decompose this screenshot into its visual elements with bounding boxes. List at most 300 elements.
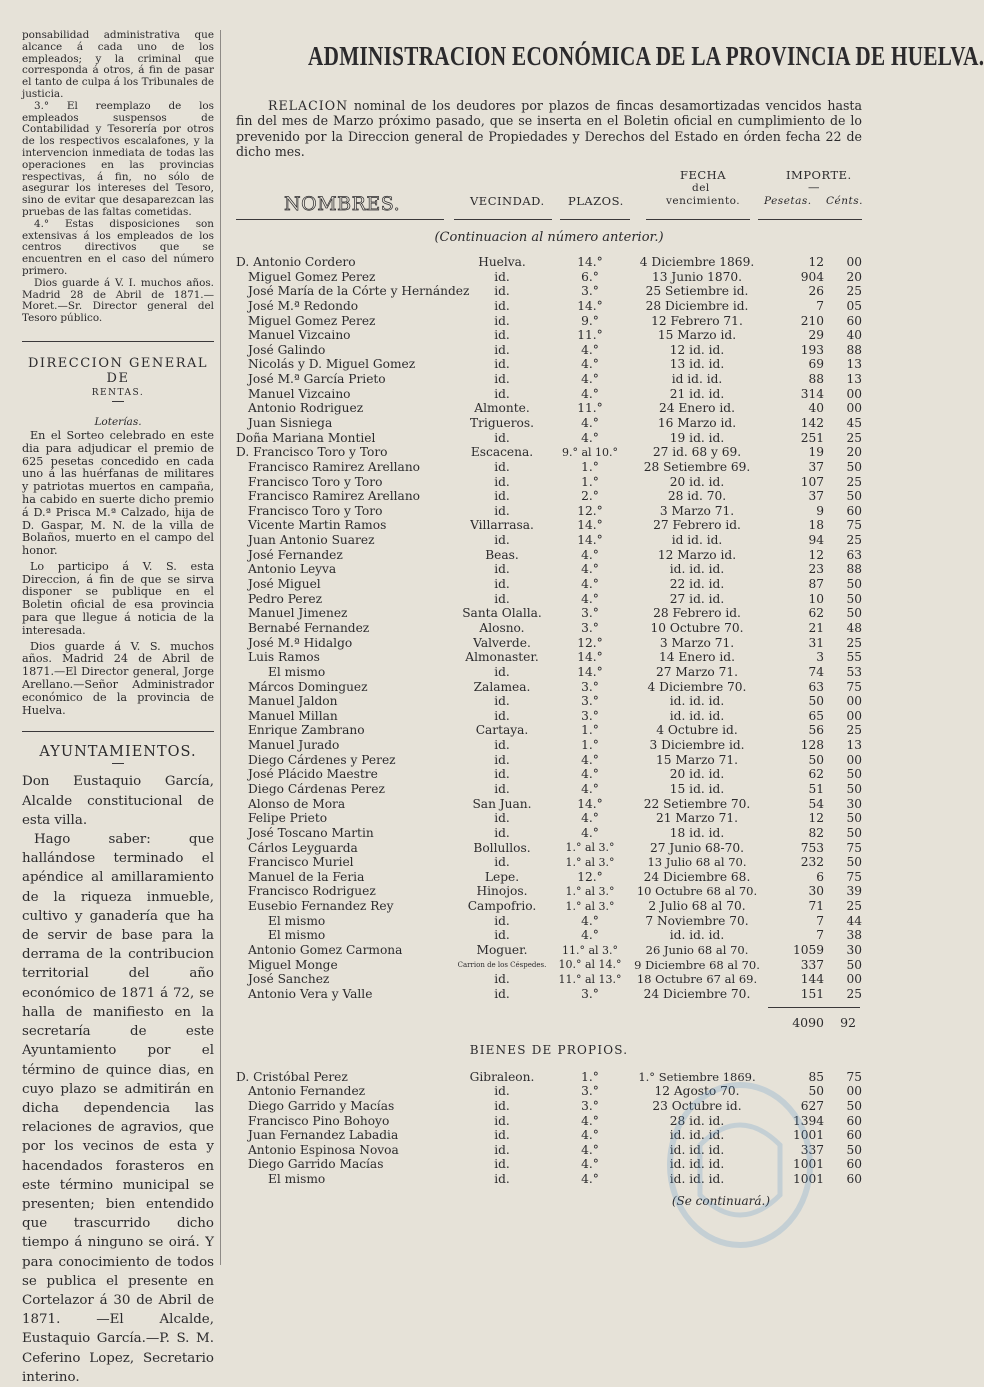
vecindad: Almonte.	[474, 401, 530, 416]
plazo: 10.° al 14.°	[558, 958, 622, 972]
fecha-vencimiento: 14 Enero id.	[659, 650, 735, 665]
plazo: 1.°	[581, 459, 599, 474]
importe-centimos: 40	[846, 328, 862, 343]
debtor-row	[236, 635, 862, 650]
debtor-name: Francisco Rodriguez	[248, 884, 376, 899]
vecindad: id.	[494, 1172, 510, 1187]
debtor-name: Antonio Fernandez	[248, 1084, 366, 1099]
importe-centimos: 60	[846, 503, 862, 518]
importe-pesetas: 1001	[792, 1128, 824, 1143]
importe-centimos: 75	[846, 840, 862, 855]
debtor-name: Vicente Martin Ramos	[248, 518, 387, 533]
fecha-vencimiento: 24 Diciembre 70.	[643, 986, 751, 1001]
debtor-row	[236, 694, 862, 709]
total-rule	[768, 1007, 860, 1008]
importe-pesetas: 94	[808, 533, 824, 548]
fecha-vencimiento: 2 Julio 68 al 70.	[648, 899, 746, 914]
plazo: 4.°	[581, 562, 599, 577]
fecha-vencimiento: id id. id.	[671, 372, 723, 387]
vecindad: id.	[494, 577, 510, 592]
debtors-table	[236, 255, 862, 1002]
fecha-vencimiento: 18 Octubre 67 al 69.	[636, 972, 758, 987]
vecindad: Almonaster.	[465, 650, 539, 665]
plazo: 1.° al 3.°	[565, 884, 615, 898]
importe-centimos: 60	[846, 1113, 862, 1128]
header-centimos: Cénts.	[826, 194, 863, 207]
importe-centimos: 20	[846, 445, 862, 460]
plazo: 14.°	[577, 650, 603, 665]
left-column	[22, 30, 214, 1387]
plazo: 11.°	[577, 401, 603, 416]
debtor-row	[236, 913, 862, 928]
importe-centimos: 50	[846, 782, 862, 796]
plazo: 4.°	[581, 547, 599, 562]
debtor-name: Doña Mariana Montiel	[236, 430, 376, 445]
debtor-row	[236, 665, 862, 680]
importe-pesetas: 50	[808, 752, 824, 767]
plazo: 4.°	[581, 913, 599, 928]
importe-centimos: 00	[846, 752, 862, 767]
plazo: 4.°	[581, 577, 599, 592]
importe-centimos: 00	[846, 401, 862, 416]
vecindad: id.	[494, 1128, 510, 1143]
importe-pesetas: 23	[808, 562, 824, 577]
importe-centimos: 00	[846, 386, 862, 401]
importe-pesetas: 1001	[792, 1172, 824, 1187]
plazo: 1.° al 3.°	[565, 841, 615, 855]
debtor-name: Francisco Pino Bohoyo	[248, 1113, 390, 1128]
debtor-row	[236, 899, 862, 914]
plazo: 4.°	[581, 591, 599, 606]
debtor-row	[236, 430, 862, 445]
debtor-name: Manuel Jimenez	[248, 606, 348, 621]
plazo: 1.° al 3.°	[565, 899, 615, 913]
debtor-name: Francisco Toro y Toro	[248, 474, 383, 489]
header-vecindad: VECINDAD.	[470, 193, 545, 208]
vecindad: id.	[494, 372, 510, 387]
importe-pesetas: 151	[800, 986, 824, 1001]
importe-centimos: 25	[846, 899, 862, 914]
debtor-row	[236, 357, 862, 372]
importe-pesetas: 31	[808, 635, 824, 650]
vecindad: Carrion de los Céspedes.	[457, 960, 547, 969]
fecha-vencimiento: 27 Junio 68-70.	[649, 840, 745, 855]
importe-centimos: 13	[846, 357, 862, 372]
plazo: 14.°	[577, 518, 603, 533]
importe-centimos: 50	[846, 606, 862, 621]
vecindad: Moguer.	[476, 943, 528, 958]
importe-pesetas: 69	[808, 357, 824, 372]
importe-centimos: 75	[846, 869, 862, 884]
importe-centimos: 75	[846, 679, 862, 694]
plazo: 4.°	[581, 1128, 599, 1143]
importe-pesetas: 30	[808, 884, 824, 899]
debtor-row	[236, 811, 862, 826]
importe-pesetas: 7	[816, 298, 824, 313]
importe-centimos: 00	[846, 1084, 862, 1099]
vecindad: id.	[494, 357, 510, 372]
debtor-name: Francisco Muriel	[248, 855, 354, 870]
importe-pesetas: 142	[800, 415, 824, 430]
importe-centimos: 63	[846, 547, 862, 562]
fecha-vencimiento: 12 Marzo id.	[657, 547, 737, 562]
plazo: 9.° al 10.°	[561, 445, 619, 459]
plazo: 3.°	[581, 708, 599, 723]
fecha-vencimiento: 15 Marzo id.	[657, 328, 737, 343]
intro-lead: RELACION	[268, 98, 349, 113]
fecha-vencimiento: 27 Marzo 71.	[656, 664, 738, 679]
importe-pesetas: 12	[808, 254, 824, 269]
fecha-vencimiento: 12 Febrero 71.	[651, 313, 743, 328]
plazo: 11.° al 3.°	[561, 943, 619, 957]
debtor-name: Juan Antonio Suarez	[248, 533, 375, 548]
debtor-name: D. Antonio Cordero	[236, 254, 356, 269]
vecindad: Villarrasa.	[470, 518, 534, 533]
debtor-name: José M.ª Hidalgo	[248, 635, 353, 650]
importe-pesetas: 12	[808, 811, 824, 826]
importe-centimos: 25	[846, 723, 862, 738]
debtor-row	[236, 284, 862, 299]
fecha-vencimiento: 18 id. id.	[669, 825, 725, 840]
debtor-name: Antonio Leyva	[248, 562, 337, 577]
importe-centimos: 50	[846, 577, 862, 592]
debtor-row	[236, 606, 862, 621]
importe-pesetas: 1059	[792, 943, 824, 958]
text-paragraph: ponsabilidad administrativa que alcance á cada uno de los empleados; y la criminal que corresponda á otros, á fin de pasar el tanto de culpa á los Tribunales de justicia.	[22, 29, 214, 100]
column-headers	[236, 168, 862, 228]
section-divider	[22, 341, 214, 342]
fecha-vencimiento: 13 Julio 68 al 70.	[647, 855, 747, 870]
importe-pesetas: 50	[808, 1084, 824, 1099]
importe-pesetas: 56	[808, 723, 824, 738]
fecha-vencimiento: 4 Diciembre 1869.	[639, 254, 755, 269]
plazo: 4.°	[581, 415, 599, 430]
debtor-row	[236, 782, 862, 797]
fecha-vencimiento: id. id. id.	[669, 694, 725, 709]
plazo: 3.°	[581, 284, 599, 299]
debtor-name: Francisco Toro y Toro	[248, 503, 383, 518]
fecha-vencimiento: id. id. id.	[669, 562, 725, 577]
importe-centimos: 25	[846, 986, 862, 1001]
vecindad: Alosno.	[479, 620, 525, 635]
debtor-row	[236, 416, 862, 431]
debtor-name: D. Cristóbal Perez	[236, 1069, 348, 1084]
importe-pesetas: 753	[800, 840, 824, 855]
fecha-vencimiento: 22 id. id.	[669, 577, 725, 592]
importe-pesetas: 62	[808, 606, 824, 621]
importe-centimos: 53	[846, 664, 862, 679]
importe-pesetas: 1001	[792, 1157, 824, 1172]
importe-centimos: 50	[846, 1142, 862, 1157]
importe-pesetas: 37	[808, 459, 824, 474]
vecindad: id.	[494, 459, 510, 474]
importe-pesetas: 904	[800, 269, 824, 284]
debtor-name: Antonio Gomez Carmona	[248, 943, 403, 958]
fecha-vencimiento: 28 Diciembre id.	[645, 298, 749, 313]
text-paragraph: 3.° El reemplazo de los empleados suspensos de Contabilidad y Tesorería por otros de los respectivos escalafones, y la intervencion inmediata de todas las operaciones en las provincias respectivas, á fin, no sólo de asegurar los intereses del Tesoro, sino de evitar que desaparezcan las pruebas de las faltas cometidas.	[22, 99, 214, 218]
vecindad: id.	[494, 1084, 510, 1099]
right-column	[236, 40, 984, 1209]
importe-centimos: 50	[846, 825, 862, 840]
fecha-vencimiento: 16 Marzo id.	[657, 415, 737, 430]
fecha-vencimiento: id id. id.	[671, 533, 723, 548]
importe-centimos: 00	[846, 694, 862, 709]
importe-centimos: 60	[846, 1128, 862, 1143]
debtor-row	[236, 855, 862, 870]
vecindad: Escacena.	[470, 445, 534, 460]
plazo: 11.° al 13.°	[558, 972, 622, 986]
debtor-row	[236, 752, 862, 767]
debtor-row	[236, 957, 862, 972]
fecha-vencimiento: 25 Setiembre id.	[645, 284, 749, 299]
importe-centimos: 25	[846, 635, 862, 650]
plazo: 4.°	[581, 357, 599, 372]
plazo: 9.°	[581, 313, 599, 328]
importe-pesetas: 21	[808, 620, 824, 635]
importe-pesetas: 10	[808, 591, 824, 606]
importe-centimos: 88	[846, 562, 862, 577]
fecha-vencimiento: 1.° Setiembre 1869.	[638, 1069, 756, 1084]
plazo: 4.°	[581, 1157, 599, 1172]
fecha-vencimiento: 7 Noviembre 70.	[645, 913, 749, 928]
continued-note: (Se continuará.)	[671, 1194, 770, 1209]
fecha-vencimiento: 4 Diciembre 70.	[647, 679, 747, 694]
vecindad: id.	[494, 811, 510, 826]
debtor-row	[236, 943, 862, 958]
fecha-vencimiento: 24 Enero id.	[659, 401, 735, 416]
text-paragraph: Don Eustaquio García, Alcalde constitucional de esta villa.	[22, 774, 214, 828]
fecha-vencimiento: 15 id. id.	[669, 782, 725, 796]
debtor-row	[236, 372, 862, 387]
header-rule	[236, 219, 444, 220]
fecha-vencimiento: 28 Febrero id.	[653, 606, 741, 621]
debtor-name: Diego Cárdenes y Perez	[248, 752, 396, 767]
debtor-name: Diego Garrido Macías	[248, 1157, 384, 1172]
importe-centimos: 20	[846, 269, 862, 284]
debtor-name: Manuel Vizcaino	[248, 328, 351, 343]
header-nombres: NOMBRES.	[284, 192, 401, 215]
vecindad: id.	[494, 855, 510, 870]
importe-pesetas: 62	[808, 767, 824, 782]
importe-pesetas: 232	[800, 855, 824, 870]
vecindad: Campofrio.	[467, 899, 537, 914]
debtor-row	[236, 547, 862, 562]
plazo: 4.°	[581, 342, 599, 357]
vecindad: id.	[494, 752, 510, 767]
vecindad: id.	[494, 430, 510, 445]
debtor-row	[236, 269, 862, 284]
importe-pesetas: 193	[800, 342, 824, 357]
text-paragraph: 4.° Estas disposiciones son extensivas á los empleados de los centros directivos que se encuentren en el caso del número primero.	[22, 217, 214, 277]
fecha-vencimiento: 9 Diciembre 68 al 70.	[634, 957, 760, 972]
header-fecha: FECHA	[680, 167, 727, 182]
vecindad: Beas.	[485, 547, 519, 562]
debtor-name: Juan Sisniega	[248, 415, 333, 430]
debtor-row	[236, 518, 862, 533]
debtor-row	[236, 533, 862, 548]
importe-centimos: 50	[846, 1098, 862, 1113]
debtor-row	[236, 884, 862, 899]
importe-pesetas: 7	[816, 913, 824, 928]
header-rule	[454, 219, 552, 220]
importe-centimos: 30	[846, 943, 862, 958]
importe-pesetas: 26	[808, 284, 824, 299]
debtor-row	[236, 928, 862, 943]
debtor-row	[236, 489, 862, 504]
importe-centimos: 50	[846, 957, 862, 972]
importe-centimos: 30	[846, 796, 862, 811]
header-importe-dash: —	[808, 179, 820, 194]
vecindad: id.	[494, 562, 510, 577]
importe-centimos: 38	[846, 928, 862, 943]
debtor-row	[236, 708, 862, 723]
importe-pesetas: 210	[800, 313, 824, 328]
debtor-row	[236, 972, 862, 987]
fecha-vencimiento: 21 Marzo 71.	[656, 811, 738, 826]
fecha-vencimiento: 3 Marzo 71.	[659, 503, 735, 518]
importe-pesetas: 71	[808, 899, 824, 914]
importe-pesetas: 627	[800, 1098, 824, 1113]
plazo: 14.°	[577, 664, 603, 679]
plazo: 2.°	[581, 489, 599, 504]
vecindad: id.	[494, 298, 510, 313]
importe-pesetas: 63	[808, 679, 824, 694]
importe-centimos: 50	[846, 459, 862, 474]
section-title: BIENES DE PROPIOS.	[469, 1043, 629, 1058]
importe-pesetas: 337	[800, 957, 824, 972]
importe-pesetas: 54	[808, 796, 824, 811]
vecindad: id.	[494, 1142, 510, 1157]
plazo: 1.°	[581, 1069, 599, 1084]
importe-pesetas: 9	[816, 503, 824, 518]
subsection-title: Loterías.	[94, 415, 142, 428]
importe-pesetas: 74	[808, 664, 824, 679]
debtor-name: José M.ª García Prieto	[248, 372, 386, 387]
importe-centimos: 25	[846, 284, 862, 299]
debtor-name: José M.ª Redondo	[248, 298, 359, 313]
debtor-name: Eusebio Fernandez Rey	[248, 899, 394, 914]
plazo: 3.°	[581, 986, 599, 1001]
header-importe: IMPORTE.	[786, 167, 852, 182]
debtor-name: Pedro Perez	[248, 591, 323, 606]
debtor-name: Miguel Gomez Perez	[248, 313, 376, 328]
vecindad: id.	[494, 342, 510, 357]
plazo: 4.°	[581, 386, 599, 401]
fecha-vencimiento: 10 Octubre 68 al 70.	[636, 884, 758, 899]
vecindad: Lepe.	[484, 869, 520, 884]
debtor-row	[236, 577, 862, 592]
vecindad: id.	[494, 313, 510, 328]
debtor-name: El mismo	[268, 1172, 326, 1187]
archive-seal-watermark	[620, 1075, 860, 1275]
debtor-row	[236, 796, 862, 811]
debtor-row	[236, 401, 862, 416]
importe-pesetas: 12	[808, 547, 824, 562]
debtor-row	[236, 650, 862, 665]
importe-centimos: 50	[846, 591, 862, 606]
vecindad: Bollullos.	[473, 840, 531, 855]
text-paragraph: En el Sorteo celebrado en este dia para adjudicar el premio de 625 pesetas concedido en cada uno á las huérfanas de militares y patriotas muertos en campaña, ha cabido en suerte dicho premio á D.ª Prisca M.ª Calzado, hija de D. Gaspar, M. N. de la villa de Bolaños, muerto en el campo del honor.	[22, 428, 214, 558]
importe-pesetas: 251	[800, 430, 824, 445]
importe-centimos: 00	[846, 708, 862, 723]
importe-pesetas: 50	[808, 694, 824, 709]
plazo: 4.°	[581, 372, 599, 387]
importe-pesetas: 19	[808, 445, 824, 460]
importe-centimos: 88	[846, 342, 862, 357]
continuation-note: (Continuacion al número anterior.)	[434, 229, 664, 245]
debtor-row	[236, 621, 862, 636]
vecindad: id.	[494, 782, 510, 796]
fecha-vencimiento: 13 id. id.	[669, 357, 725, 372]
importe-centimos: 00	[846, 972, 862, 987]
importe-pesetas: 128	[800, 738, 824, 753]
fecha-vencimiento: 27 id. 68 y 69.	[652, 445, 742, 460]
vecindad: id.	[494, 474, 510, 489]
importe-pesetas: 7	[816, 928, 824, 943]
page-title: ADMINISTRACION ECONÓMICA DE LA PROVINCIA DE HUELVA.	[307, 40, 984, 71]
debtor-name: Juan Fernandez Labadia	[248, 1128, 399, 1143]
plazo: 4.°	[581, 1113, 599, 1128]
text-paragraph: Lo participo á V. S. esta Direccion, á fin de que se sirva disponer se publique en el Boletin oficial de esa provincia para que llegue á noticia de la interesada.	[22, 559, 214, 637]
importe-centimos: 60	[846, 1172, 862, 1187]
importe-pesetas: 37	[808, 489, 824, 504]
text-paragraph: Hago saber: que hallándose terminado el apéndice al amillaramiento de la riqueza inmueble, cultivo y ganadería que ha de servir de base para la derrama de la contribucion territorial del año económico de 1871 á 72, se halla de manifiesto en la secretaría de este Ayuntamiento por el término de quince dias, en cuyo plazo se admitirán en dicha dependencia las relaciones de agravios, que por los vecinos de esta y hacendados forasteros en este término municipal se presenten; bien entendido que trascurrido dicho tiempo á ninguno se oirá. Y para conocimiento de todos se publica el presente en Cortelazor á 30 de Abril de 1871. —El Alcalde, Eustaquio García.—P. S. M. Ceferino Lopez, Secretario interino.	[22, 832, 214, 1385]
signature-paragraph: Dios guarde á V. I. muchos años. Madrid 28 de Abril de 1871.—Moret.—Sr. Director general del Tesoro público.	[22, 276, 214, 325]
vecindad: id.	[494, 489, 510, 504]
importe-pesetas: 85	[808, 1069, 824, 1084]
plazo: 4.°	[581, 928, 599, 943]
section-divider	[22, 731, 214, 732]
importe-pesetas: 29	[808, 328, 824, 343]
importe-pesetas: 1394	[792, 1113, 824, 1128]
plazo: 14.°	[577, 796, 603, 811]
importe-centimos: 50	[846, 767, 862, 782]
vecindad: id.	[494, 269, 510, 284]
debtor-row	[236, 504, 862, 519]
header-rule	[560, 219, 630, 220]
importe-centimos: 25	[846, 430, 862, 445]
debtor-name: Diego Cárdenas Perez	[248, 782, 385, 796]
debtor-name: El mismo	[268, 664, 326, 679]
importe-centimos: 05	[846, 298, 862, 313]
plazo: 1.° al 3.°	[565, 855, 615, 869]
importe-pesetas: 82	[808, 825, 824, 840]
plazo: 4.°	[581, 767, 599, 782]
header-rule	[758, 219, 862, 220]
debtor-row	[236, 386, 862, 401]
debtor-name: El mismo	[268, 928, 326, 943]
fecha-vencimiento: id. id. id.	[669, 708, 725, 723]
importe-centimos: 00	[846, 254, 862, 269]
fecha-vencimiento: 27 id. id.	[669, 591, 725, 606]
vecindad: id.	[494, 825, 510, 840]
importe-centimos: 75	[846, 518, 862, 533]
debtor-row	[236, 767, 862, 782]
fecha-vencimiento: 20 id. id.	[669, 474, 725, 489]
debtor-name: José María de la Córte y Hernández	[248, 284, 470, 299]
total-pesetas: 4090	[792, 1015, 824, 1031]
debtor-name: Manuel Millan	[248, 708, 338, 723]
importe-pesetas: 88	[808, 372, 824, 387]
debtor-name: José Galindo	[248, 342, 326, 357]
importe-centimos: 55	[846, 650, 862, 665]
section-title: DIRECCION GENERAL DE	[27, 355, 209, 386]
debtor-row	[236, 474, 862, 489]
debtor-name: Manuel Vizcaino	[248, 386, 351, 401]
debtor-name: Cárlos Leyguarda	[248, 840, 358, 855]
vecindad: id.	[494, 928, 510, 943]
debtor-row	[236, 460, 862, 475]
